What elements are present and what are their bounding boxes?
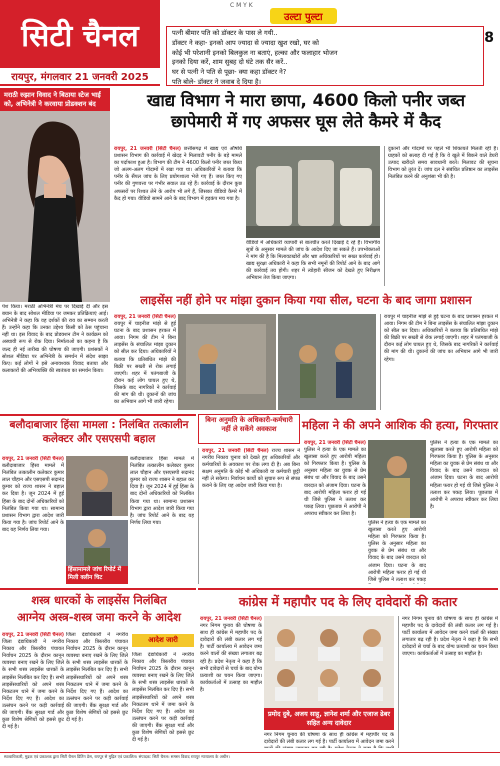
- page-number: 8: [484, 30, 494, 46]
- officials-photo-illustration: [278, 314, 376, 410]
- officer-kicker: बिना अनुमति के अधिकारी-कर्मचारी नहीं ले सकेंगे अवकाश: [205, 416, 293, 433]
- mahila-headline: महिला ने की अपने आशिक की हत्या, गिरफ्तार: [302, 418, 498, 432]
- collector-portrait: [66, 456, 128, 516]
- mahila-photo: [368, 440, 426, 518]
- baloda-body-text: बलौदाबाजार हिंसा मामले में निलंबित तत्कालीन कलेक्टर कुमार लाल चौहान और एसएसपी सदानंद कुमार को राज्य शासन ने बहाल कर दिया है। जून 2024 में हुई हिंसा के बाद दोनों अधिकारियों को निलंबित किया गया था। सामान्य प्रशासन विभाग द्वारा आदेश जारी किया गया है। जांच रिपोर्ट आने के बाद यह निर्णय लिया गया।: [2, 463, 64, 533]
- baloda-headline: बलौदाबाजार हिंसा मामला : निलंबित तत्कालीन कलेक्टर और एसएसपी बहाल: [9, 419, 189, 446]
- shop-photo-illustration: [178, 314, 276, 410]
- ssp-photo: [66, 520, 128, 566]
- collector-photo: [66, 456, 128, 516]
- officer-byline: रायपुर, 21 जनवरी (सिटी चैनल): [202, 448, 269, 454]
- congress-photo-banner: प्रमोद दुबे, अजय साहू, ज्ञानेश शर्मा और एजाज ढेबर सहित अन्य दावेदार: [264, 708, 394, 730]
- ulta-pulta-box: [166, 26, 484, 86]
- license-body: [114, 314, 176, 410]
- mahila-headline-wrap: [302, 418, 498, 438]
- license-byline: रायपुर, 21 जनवरी (सिटी चैनल): [114, 314, 176, 320]
- masthead: [0, 0, 500, 88]
- arms-headline-line-2: आग्नेय अस्त्र-शस्त्र जमा करने के आदेश: [17, 609, 181, 624]
- mahila-body-continued-2: पुलिस ने हत्या के एक मामले का खुलासा करते हुए आरोपी महिला को गिरफ्तार किया है। पुलिस के अनुसार महिला का युवक से प्रेम संबंध था और विवाद के बाद उसने वारदात को अंजाम दिया। घटना के बाद आरोपी महिला फरार हो गई थी जिसे पुलिस ने तलाश कर पकड़ लिया। पूछताछ में आरोपी ने अपराध स्वीकार कर लिया है।: [430, 440, 498, 510]
- mahila-body-text: पुलिस ने हत्या के एक मामले का खुलासा करते हुए आरोपी महिला को गिरफ्तार किया है। पुलिस के अनुसार महिला का युवक से प्रेम संबंध था और विवाद के बाद उसने वारदात को अंजाम दिया। घटना के बाद आरोपी महिला फरार हो गई थी जिसे पुलिस ने तलाश कर पकड़ लिया। पूछताछ में आरोपी ने अपराध स्वीकार कर लिया है।: [304, 447, 366, 517]
- lead-headline-line-1: खाद्य विभाग ने मारा छापा, 4600 किलो पनीर जब्त: [147, 91, 465, 110]
- congress-byline: रायपुर, 21 जनवरी (सिटी चैनल): [200, 616, 262, 622]
- joke-line: घर से पत्नी ने पति से पूछा- क्या कहा डॉक्टर ने?: [172, 68, 287, 77]
- lead-story-column-1: [114, 146, 242, 286]
- lead-body-2: वीडियो में अधिकारी व्यापारी से बातचीत करते दिखाई दे रहे हैं। विभागीय सूत्रों के अनुसार मामले की जांच के आदेश दिए जा सकते हैं। उपभोक्ताओं ने मांग की है कि मिलावटखोरों और भ्रष्ट अधिकारियों पर सख्त कार्रवाई हो। खाद्य सुरक्षा अधिकारी ने कहा कि सभी नमूनों की रिपोर्ट आने के बाद आगे की कार्रवाई तय होगी। शहर में त्योहारी सीजन को देखते हुए निरीक्षण अभियान तेज किया जाएगा।: [246, 240, 380, 282]
- officer-body-text: राज्य शासन ने नगरीय निकाय चुनाव को देखते हुए अधिकारियों और कर्मचारियों के अवकाश पर रोक लगा दी है। अब बिना सक्षम अनुमति के कोई भी अधिकारी या कर्मचारी छुट्टी नहीं ले सकेगा। निर्वाचन कार्यों को सुचारु रूप से संपन्न कराने के लिए यह आदेश जारी किया गया है।: [202, 448, 300, 490]
- congress-headline: कांग्रेस में महापौर पद के लिए दावेदारों की कतार: [238, 594, 458, 609]
- license-body-text: रायपुर में चाइनीज मांझे से हुई घटना के बाद प्रशासन हरकत में आया। निगम की टीम ने बिना लाइसेंस के संचालित मांझा दुकान को सील कर दिया। अधिकारियों ने बताया कि प्रतिबंधित मांझे की बिक्री पर सख्ती से रोक लगाई जाएगी। शहर में पतंगबाजी के दौरान कई लोग घायल हुए थे, जिसके बाद नागरिकों ने कार्रवाई की मांग की थी। दुकानों की जांच का अभियान आगे भी जारी रहेगा।: [114, 321, 176, 406]
- congress-body: [200, 616, 262, 748]
- license-photo-2: [278, 314, 376, 410]
- lead-headline: [112, 90, 500, 142]
- license-body-continued: रायपुर में चाइनीज मांझे से हुई घटना के बाद प्रशासन हरकत में आया। निगम की टीम ने बिना लाइसेंस के संचालित मांझा दुकान को सील कर दिया। अधिकारियों ने बताया कि प्रतिबंधित मांझे की बिक्री पर सख्ती से रोक लगाई जाएगी। शहर में पतंगबाजी के दौरान कई लोग घायल हुए थे, जिसके बाद नागरिकों ने कार्रवाई की मांग की थी। दुकानों की जांच का अभियान आगे भी जारी रहेगा।: [380, 314, 498, 410]
- entertainment-caption: मराठी रुझान विवाद ने बिठाया स्टेज भाई को, अभिनेत्री ने करवाया प्रोडक्शन बंद: [0, 88, 110, 111]
- arms-body-continued: जिला दंडाधिकारी ने नगरीय निकाय और त्रिस्तरीय पंचायत निर्वाचन 2025 के दौरान कानून व्यवस्था बनाए रखने के लिए जिले के सभी शस्त्र लाइसेंस धारकों के लाइसेंस निलंबित कर दिए हैं। सभी लाइसेंसधारियों को अपने शस्त्र निकटतम थाने में जमा करने के निर्देश दिए गए हैं। आदेश का उल्लंघन करने पर कड़ी कार्रवाई की जाएगी। बैंक सुरक्षा गार्ड और कुछ विशेष श्रेणियों को इससे छूट दी गई है।: [66, 632, 128, 724]
- baloda-box-label: हिंसामामले जांच रिपोर्ट में मिली क्लीन चिट: [66, 566, 128, 584]
- joke-line: पति बोले- डॉक्टर ने जवाब दे दिया है।: [172, 77, 261, 86]
- license-headline-wrap: [112, 290, 500, 310]
- license-photo-1: [178, 314, 276, 410]
- lead-byline: रायपुर, 21 जनवरी (सिटी चैनल): [114, 146, 182, 152]
- cmyk-mark: C M Y K: [230, 2, 253, 9]
- lead-body-1: छत्तीसगढ़ में खाद्य एवं औषधि प्रशासन विभाग की कार्रवाई में खेदड़ ने मिलावटी पनीर के बड़े मामले का पर्दाफाश हुआ है। विभाग की टीम ने 4600 किलो पनीर जब्त किया जो अलग-अलग गोदामों में रखा गया था। अधिकारियों ने बताया कि पनीर के सैंपल जांच के लिए प्रयोगशाला भेजे गए हैं। जब्त किए गए पनीर की गुणवत्ता पर गंभीर सवाल उठ रहे हैं। कार्रवाई के दौरान कुछ अफसरों पर रिश्वत लेने के आरोप भी लगे हैं, जिसका वीडियो कैमरे में कैद हो गया। वीडियो सामने आने के बाद विभाग में हड़कंप मच गया है।: [114, 146, 242, 202]
- joke-line: पत्नी बीमार पति को डॉक्टर के पास ले गयी..: [172, 29, 278, 37]
- model-photo-illustration: [0, 88, 110, 302]
- arms-headline-line-1: शस्त्र धारकों के लाइसेंस निलंबित: [31, 593, 167, 607]
- entertainment-photo: [0, 88, 110, 302]
- baloda-body: [2, 456, 64, 584]
- police-photo-illustration: [368, 440, 426, 518]
- license-headline: लाइसेंस नहीं होने पर मांझा दुकान किया गया सील, घटना के बाद जागा प्रशासन: [140, 293, 472, 307]
- joke-line: कोई भी परेशानी इनको बिलकुल ना बताएं, हल्का और फलाहार भोजन: [172, 48, 338, 57]
- arms-byline: रायपुर, 21 जनवरी (सिटी चैनल): [2, 632, 64, 638]
- joke-line: डॉक्टर ने कहा- इनको आप ज्यादा से ज्यादा खुश रखो, घर को: [172, 38, 319, 47]
- lead-body-3: दुकानों और गोदामों पर पहले भी शिकायतें मिलती रही हैं। ग्राहकों को सलाह दी गई है कि वे खुले में बिकने वाले डेयरी उत्पाद खरीदते समय सावधानी बरतें। मिलावट की सूचना विभाग को तुरंत दें। जांच दल ने संबंधित प्रतिष्ठान का लाइसेंस निलंबित करने की अनुशंसा भी की है।: [384, 146, 498, 286]
- lead-photo: [246, 146, 380, 238]
- arms-body-text: जिला दंडाधिकारी ने नगरीय निकाय और त्रिस्तरीय पंचायत निर्वाचन 2025 के दौरान कानून व्यवस्था बनाए रखने के लिए जिले के सभी शस्त्र लाइसेंस धारकों के लाइसेंस निलंबित कर दिए हैं। सभी लाइसेंसधारियों को अपने शस्त्र निकटतम थाने में जमा करने के निर्देश दिए गए हैं। आदेश का उल्लंघन करने पर कड़ी कार्रवाई की जाएगी। बैंक सुरक्षा गार्ड और कुछ विशेष श्रेणियों को इससे छूट दी गई है।: [2, 639, 64, 731]
- ssp-portrait: [66, 520, 128, 566]
- officer-body: [198, 448, 300, 584]
- dateline: रायपुर, मंगलवार 21 जनवरी 2025: [0, 68, 160, 86]
- congress-body-text: नगर निगम चुनाव की घोषणा के साथ ही कांग्रेस में महापौर पद के दावेदारों की लंबी कतार लग गई है। पार्टी कार्यालय में आवेदन जमा करने वालों की संख्या लगातार बढ़ रही है। प्रदेश नेतृत्व ने कहा है कि सभी दावेदारों से चर्चा के बाद योग्य प्रत्याशी का चयन किया जाएगा। कार्यकर्ताओं में उत्साह का माहौल है।: [200, 623, 262, 693]
- side-story-body: पेश किया। मराठी अभिनेत्री मंच पर दिखाई दी और इस बयान के बाद सोशल मीडिया पर जमकर प्रतिक्रियाएं आई। अभिनेत्री ने कहा कि वह दर्शकों की राय का सम्मान करती हैं। उन्होंने कहा कि उनका उद्देश्य किसी को ठेस पहुंचाना नहीं था। इस विवाद के बाद प्रोडक्शन टीम ने कार्यक्रम को अस्थायी रूप से रोक दिया। निर्माताओं का कहना है कि जल्द ही नई तारीख की घोषणा की जाएगी। प्रशंसकों ने सोशल मीडिया पर अभिनेत्री के समर्थन में संदेश साझा किए। कई लोगों ने इसे अनावश्यक विवाद बताया और कलाकारों की अभिव्यक्ति की स्वतंत्रता का समर्थन किया।: [2, 304, 108, 374]
- mahila-body: [304, 440, 366, 584]
- section-divider: [198, 588, 498, 590]
- congress-body-continued: नगर निगम चुनाव की घोषणा के साथ ही कांग्रेस में महापौर पद के दावेदारों की लंबी कतार लग गई है। पार्टी कार्यालय में आवेदन जमा करने वालों की संख्या लगातार बढ़ रही है। प्रदेश नेतृत्व ने कहा है कि सभी दावेदारों से चर्चा के बाद योग्य प्रत्याशी का चयन किया जाएगा। कार्यकर्ताओं में उत्साह का माहौल है।: [398, 616, 498, 748]
- joke-line: इनको दिया करें, शाम सुबह दो घंटे तक सैर करें..: [172, 58, 288, 67]
- newspaper-logo: सिटी चैनल: [0, 0, 160, 68]
- imprint-footer: स्वत्वाधिकारी, मुद्रक एवं प्रकाशक द्वारा सिटी चैनल प्रिंटिंग प्रेस, रायपुर से मुद्रित एवं प्रकाशित। संपादक: सिटी चैनल। समस्त विवाद रायपुर न्यायालय के अधीन।: [0, 752, 500, 766]
- officer-kicker-box: [198, 414, 300, 444]
- congress-photos: [264, 616, 394, 708]
- baloda-body-continued: बलौदाबाजार हिंसा मामले में निलंबित तत्कालीन कलेक्टर कुमार लाल चौहान और एसएसपी सदानंद कुमार को राज्य शासन ने बहाल कर दिया है। जून 2024 में हुई हिंसा के बाद दोनों अधिकारियों को निलंबित किया गया था। सामान्य प्रशासन विभाग द्वारा आदेश जारी किया गया है। जांच रिपोर्ट आने के बाद यह निर्णय लिया गया।: [130, 456, 194, 526]
- arms-body: [2, 632, 64, 748]
- arms-body-continued-2: जिला दंडाधिकारी ने नगरीय निकाय और त्रिस्तरीय पंचायत निर्वाचन 2025 के दौरान कानून व्यवस्था बनाए रखने के लिए जिले के सभी शस्त्र लाइसेंस धारकों के लाइसेंस निलंबित कर दिए हैं। सभी लाइसेंसधारियों को अपने शस्त्र निकटतम थाने में जमा करने के निर्देश दिए गए हैं। आदेश का उल्लंघन करने पर कड़ी कार्रवाई की जाएगी। बैंक सुरक्षा गार्ड और कुछ विशेष श्रेणियों को इससे छूट दी गई है।: [132, 652, 194, 744]
- section-divider: [0, 414, 196, 416]
- mahila-body-continued-1: पुलिस ने हत्या के एक मामले का खुलासा करते हुए आरोपी महिला को गिरफ्तार किया है। पुलिस के अनुसार महिला का युवक से प्रेम संबंध था और विवाद के बाद उसने वारदात को अंजाम दिया। घटना के बाद आरोपी महिला फरार हो गई थी जिसे पुलिस ने तलाश कर पकड़: [368, 520, 426, 583]
- candidates-portraits: [264, 616, 394, 708]
- arms-headline: [2, 592, 196, 628]
- arms-box-label: आदेश जारी: [132, 634, 194, 647]
- congress-body-below-photo: नगर निगम चुनाव की घोषणा के साथ ही कांग्रेस में महापौर पद के दावेदारों की लंबी कतार लग गई है। पार्टी कार्यालय में आवेदन जमा करने: [264, 732, 394, 746]
- paneer-photo-illustration: [246, 146, 380, 238]
- baloda-byline: रायपुर, 21 जनवरी (सिटी चैनल): [2, 456, 64, 462]
- ulta-pulta-tag: उल्टा पुल्टा: [270, 8, 337, 24]
- section-divider: [0, 588, 196, 590]
- congress-headline-wrap: [198, 592, 498, 612]
- lead-headline-line-2: छापेमारी में गए अफसर घूस लेते कैमरे में कैद: [171, 112, 441, 132]
- mahila-byline: रायपुर, 21 जनवरी (सिटी चैनल): [304, 440, 366, 446]
